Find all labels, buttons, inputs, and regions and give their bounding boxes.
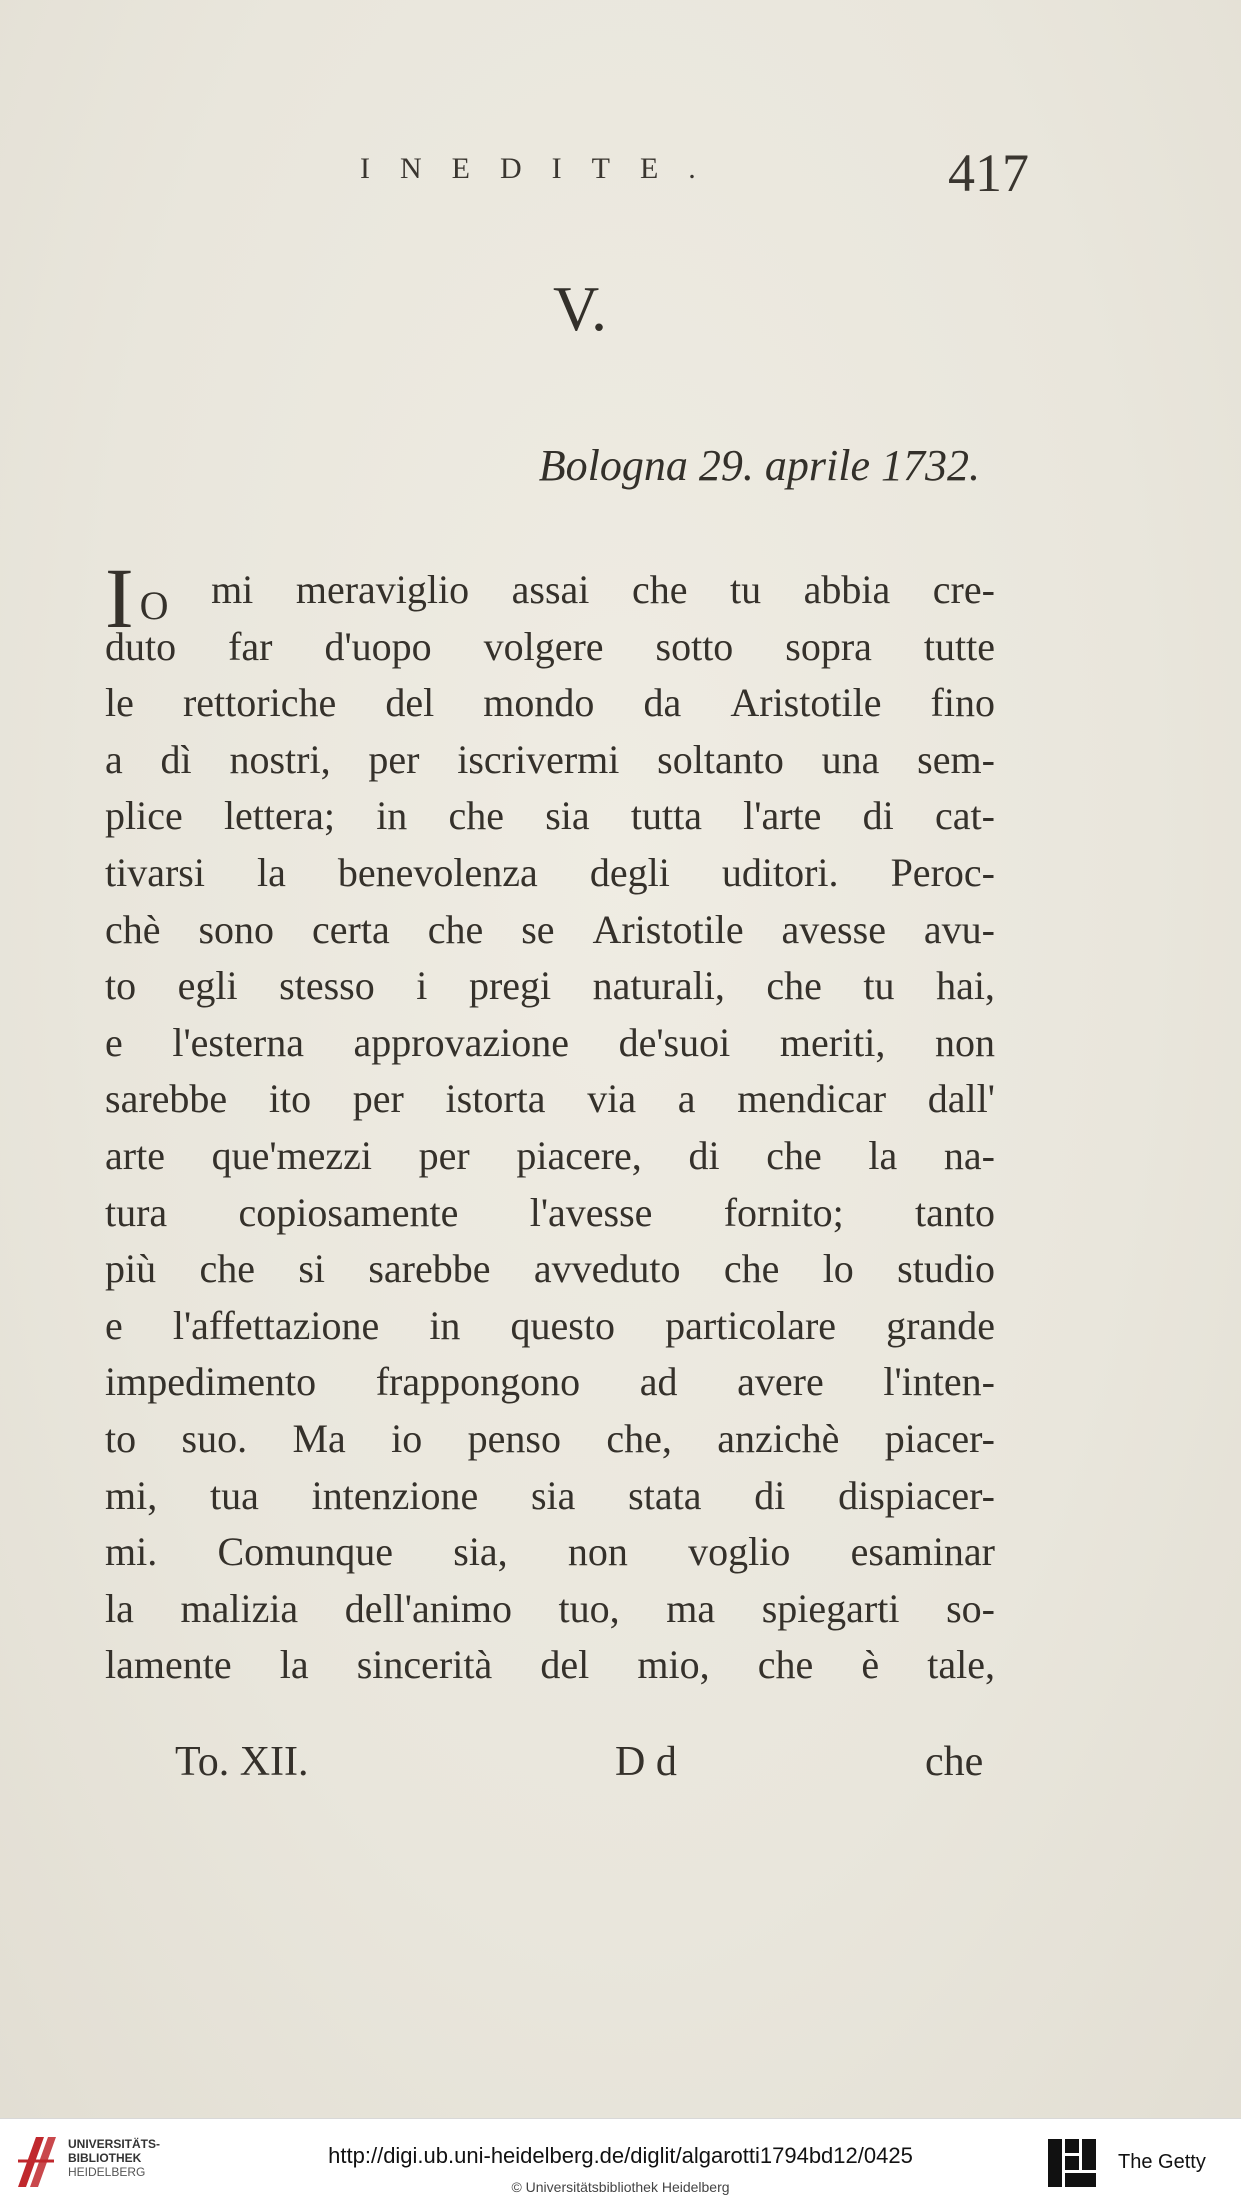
- word: che: [757, 1642, 814, 1688]
- word: questo: [510, 1302, 615, 1348]
- word: impedimento: [105, 1359, 317, 1405]
- word: O: [139, 583, 169, 628]
- word: dispiacer-: [838, 1472, 995, 1518]
- word: intenzione: [311, 1472, 479, 1518]
- text-line: [105, 845, 995, 902]
- word: stesso: [279, 963, 375, 1009]
- word: mondo: [483, 680, 595, 726]
- word: to: [105, 963, 137, 1009]
- word: che: [427, 906, 484, 952]
- word: per: [368, 736, 420, 782]
- word: rettoriche: [182, 680, 337, 726]
- word: spiegarti: [761, 1585, 900, 1631]
- word: che,: [606, 1415, 672, 1461]
- word: piacere,: [516, 1132, 642, 1178]
- word: d'uopo: [324, 623, 432, 669]
- text-line: [105, 619, 995, 676]
- word: lamente: [105, 1642, 232, 1688]
- word: istorta: [445, 1076, 546, 1122]
- text-line: [105, 1015, 995, 1072]
- word: di: [862, 793, 894, 839]
- word: le: [105, 680, 134, 726]
- word: degli: [589, 849, 670, 895]
- word: grande: [886, 1302, 995, 1348]
- word: a: [105, 736, 123, 782]
- word: Aristotile: [730, 680, 882, 726]
- word: to: [105, 1415, 137, 1461]
- word: volgere: [483, 623, 604, 669]
- word: frappongono: [375, 1359, 581, 1405]
- word: uditori.: [721, 849, 839, 895]
- word: arte: [105, 1132, 165, 1178]
- word: io: [391, 1415, 423, 1461]
- text-line: [105, 958, 995, 1015]
- word: per: [352, 1076, 404, 1122]
- word: tutte: [923, 623, 995, 669]
- word: avesse: [781, 906, 886, 952]
- word: l'avesse: [529, 1189, 653, 1235]
- word: cre-: [932, 567, 995, 612]
- word: che: [766, 963, 822, 1009]
- text-line: [105, 1071, 995, 1128]
- word: che: [723, 1246, 780, 1292]
- word: tua: [209, 1472, 259, 1518]
- dateline: Bologna 29. aprile 1732.: [538, 441, 980, 490]
- word: far: [228, 623, 273, 669]
- word: piacer-: [884, 1415, 995, 1461]
- word: certa: [312, 906, 390, 952]
- word: sono: [198, 906, 275, 952]
- word: sarebbe: [105, 1076, 228, 1122]
- word: del: [385, 680, 435, 726]
- word: che: [199, 1246, 255, 1292]
- letter-number: V.: [553, 273, 607, 344]
- letter-body: [105, 550, 995, 1694]
- word: sia,: [453, 1529, 508, 1575]
- word: sarebbe: [368, 1246, 491, 1292]
- word: so-: [946, 1585, 995, 1631]
- text-line: [105, 788, 995, 845]
- word: se: [521, 906, 555, 952]
- word: l'esterna: [172, 1019, 304, 1065]
- page-footer: [175, 1738, 984, 1798]
- word: meriti,: [779, 1019, 886, 1065]
- word: e: [105, 1019, 123, 1065]
- word: tuo,: [558, 1585, 620, 1631]
- word: meraviglio: [295, 567, 470, 612]
- text-line: [105, 902, 995, 959]
- word: stata: [628, 1472, 702, 1518]
- word: benevolenza: [337, 849, 538, 895]
- word: in: [376, 793, 408, 839]
- word: sia: [530, 1472, 576, 1518]
- word: copiosamente: [238, 1189, 459, 1235]
- document-url-link[interactable]: http://digi.ub.uni-heidelberg.de/diglit/algarotti1794bd12/0425: [328, 2143, 913, 2168]
- word: che: [766, 1132, 822, 1178]
- word: Comunque: [217, 1529, 394, 1575]
- word: naturali,: [592, 963, 725, 1009]
- word: la: [257, 849, 286, 895]
- word: anzichè: [717, 1415, 840, 1461]
- word: tutta: [630, 793, 702, 839]
- word: ad: [639, 1359, 678, 1405]
- word: iscrivermi: [457, 736, 620, 782]
- word: Peroc-: [890, 849, 995, 895]
- word: voglio: [688, 1529, 791, 1575]
- word: que'mezzi: [211, 1132, 373, 1178]
- word: studio: [897, 1246, 995, 1292]
- word: è: [861, 1642, 880, 1688]
- word: fornito;: [723, 1189, 844, 1235]
- word: da: [643, 680, 682, 726]
- word: tivarsi: [105, 849, 205, 895]
- word: approvazione: [353, 1019, 569, 1065]
- digital-library-footer: [0, 2118, 1241, 2208]
- text-line: [105, 675, 995, 732]
- word: non: [567, 1529, 628, 1575]
- word: [105, 550, 169, 646]
- word: assai: [511, 567, 590, 612]
- word: malizia: [180, 1585, 299, 1631]
- word: fino: [930, 680, 995, 726]
- copyright-notice: © Universitätsbibliothek Heidelberg: [511, 2179, 730, 2195]
- word: suo.: [181, 1415, 248, 1461]
- word: ito: [268, 1076, 312, 1122]
- word: avu-: [923, 906, 995, 952]
- word: per: [418, 1132, 470, 1178]
- text-line: [105, 1524, 995, 1581]
- word: la: [868, 1132, 898, 1178]
- word: una: [821, 736, 880, 782]
- text-line: [105, 1241, 995, 1298]
- word: avveduto: [533, 1246, 681, 1292]
- word: di: [688, 1132, 720, 1178]
- text-line: [105, 1581, 995, 1638]
- word: egli: [177, 963, 238, 1009]
- word: plice: [105, 793, 183, 839]
- word: pregi: [468, 963, 552, 1009]
- text-line: [105, 732, 995, 789]
- word: di: [754, 1472, 786, 1518]
- institution-name: UNIVERSITÄTS- BIBLIOTHEK HEIDELBERG: [68, 2137, 161, 2179]
- word: tanto: [915, 1189, 995, 1235]
- word: lettera;: [223, 793, 335, 839]
- gathering-signature: D d: [615, 1739, 677, 1785]
- word: l'inten-: [883, 1359, 995, 1405]
- text-line: [105, 1468, 995, 1525]
- text-line: [105, 1411, 995, 1468]
- word: tura: [105, 1189, 168, 1235]
- word: e: [105, 1302, 123, 1348]
- word: i: [416, 963, 428, 1009]
- word: sincerità: [356, 1642, 493, 1688]
- word: penso: [467, 1415, 561, 1461]
- word: nostri,: [229, 736, 331, 782]
- word: dell'animo: [344, 1585, 512, 1631]
- word: del: [540, 1642, 590, 1688]
- word: dall': [927, 1076, 995, 1122]
- word: che: [631, 567, 688, 612]
- word: l'arte: [743, 793, 822, 839]
- drop-cap: I: [105, 550, 134, 646]
- word: l'affettazione: [172, 1302, 380, 1348]
- word: abbia: [803, 567, 891, 612]
- text-line: [105, 1128, 995, 1185]
- word: Aristotile: [592, 906, 744, 952]
- word: via: [587, 1076, 637, 1122]
- word: esaminar: [850, 1529, 995, 1575]
- word: tu: [729, 567, 762, 612]
- catchword: che: [925, 1739, 984, 1785]
- text-line: [105, 1185, 995, 1242]
- getty-logo-icon: [1046, 2137, 1098, 2189]
- word: la: [105, 1585, 134, 1631]
- word: sia: [545, 793, 590, 839]
- word: mi,: [105, 1472, 158, 1518]
- running-head: INEDITE.: [360, 152, 726, 185]
- page-number: 417: [948, 143, 1029, 203]
- word: mi: [211, 567, 254, 612]
- word: particolare: [665, 1302, 837, 1348]
- text-line: [105, 1354, 995, 1411]
- word: più: [105, 1246, 157, 1292]
- word: sopra: [785, 623, 872, 669]
- word: sem-: [917, 736, 995, 782]
- word: mio,: [637, 1642, 710, 1688]
- word: avere: [737, 1359, 824, 1405]
- word: tu: [863, 963, 895, 1009]
- word: lo: [822, 1246, 854, 1292]
- word: non: [934, 1019, 995, 1065]
- word: dì: [160, 736, 192, 782]
- word: a: [677, 1076, 696, 1122]
- word: mi.: [105, 1529, 158, 1575]
- word: ma: [666, 1585, 716, 1631]
- word: soltanto: [657, 736, 784, 782]
- word: na-: [943, 1132, 995, 1178]
- text-line: [105, 1637, 995, 1694]
- word: duto: [105, 623, 177, 669]
- word: de'suoi: [618, 1019, 731, 1065]
- word: si: [298, 1246, 326, 1292]
- volume-signature: To. XII.: [175, 1739, 309, 1785]
- word: sotto: [655, 623, 734, 669]
- word: la: [279, 1642, 309, 1688]
- word: mendicar: [737, 1076, 887, 1122]
- word: cat-: [934, 793, 995, 839]
- word: tale,: [927, 1642, 995, 1688]
- partner-name: The Getty: [1118, 2151, 1206, 2173]
- text-line: [105, 1298, 995, 1355]
- word: che: [448, 793, 505, 839]
- word: chè: [105, 906, 161, 952]
- word: Ma: [292, 1415, 346, 1461]
- word: hai,: [936, 963, 995, 1009]
- word: in: [429, 1302, 461, 1348]
